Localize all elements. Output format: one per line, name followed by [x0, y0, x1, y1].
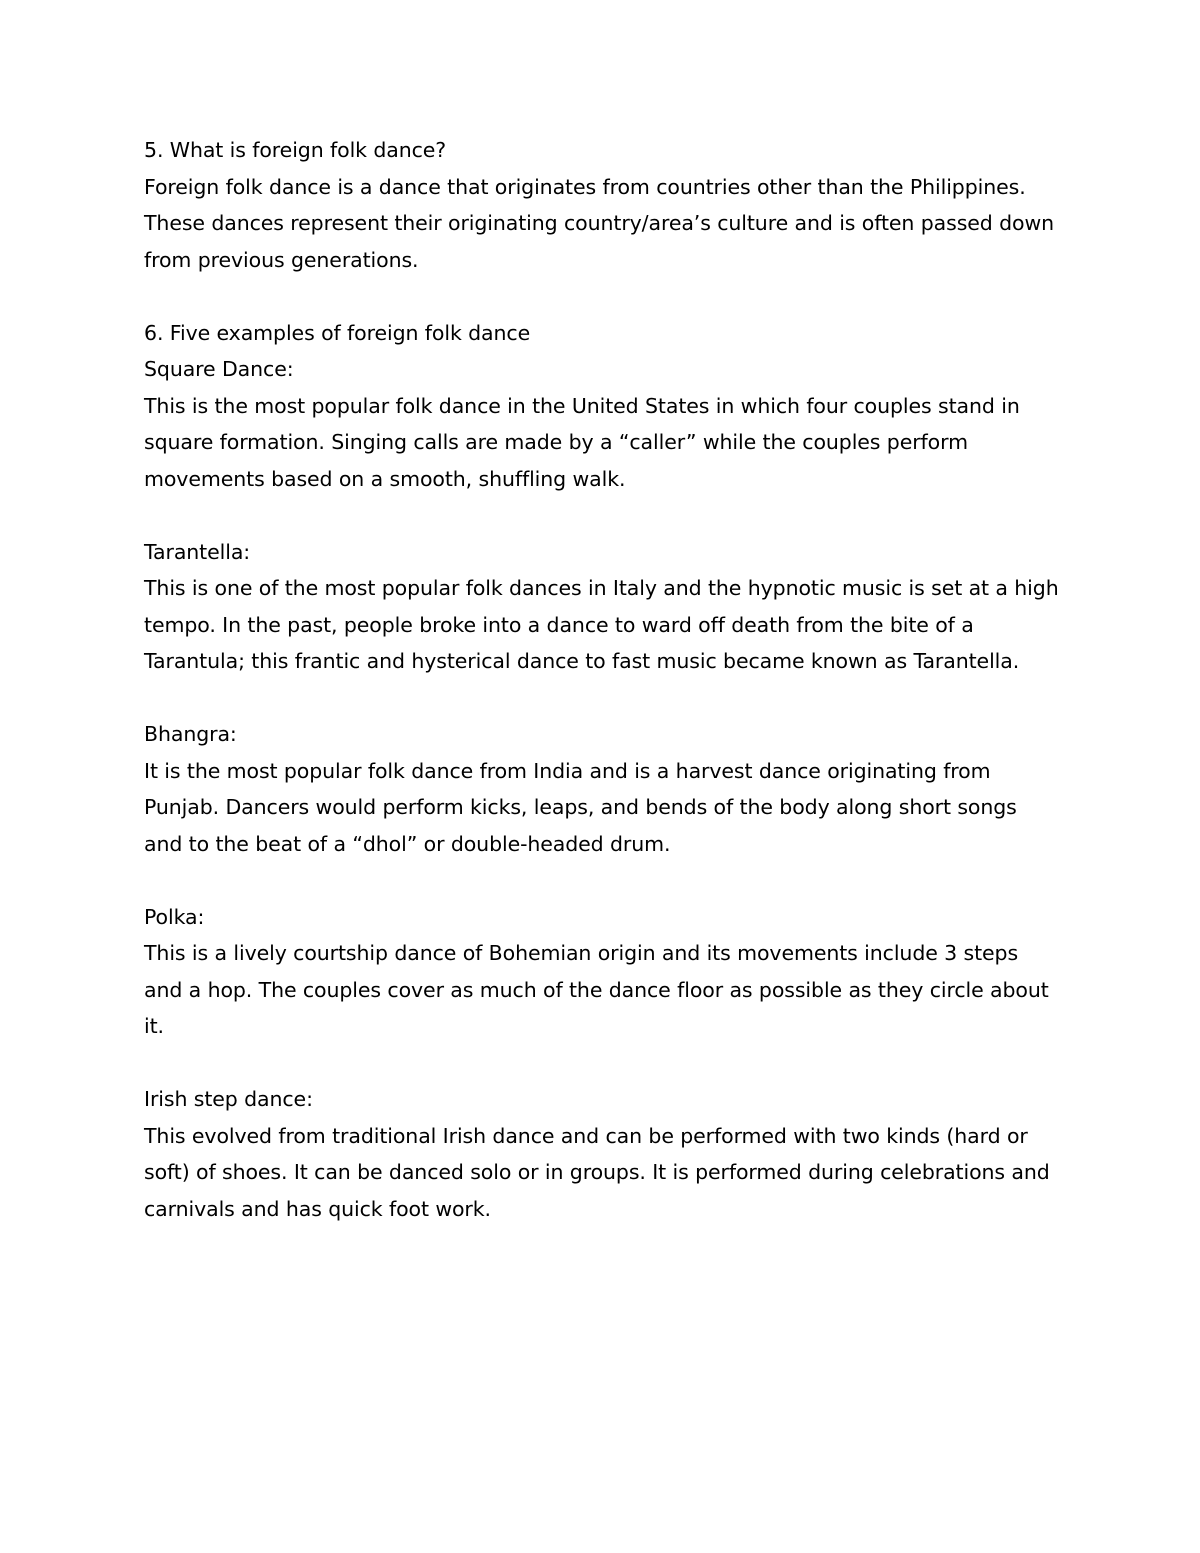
polka-title: Polka: [144, 904, 205, 929]
bhangra-title: Bhangra: [144, 722, 237, 746]
question-5-heading: 5. What is foreign folk dance? [144, 138, 447, 162]
document-body [144, 132, 1059, 1227]
paragraph-spacer [144, 1045, 1059, 1082]
paragraph-spacer [144, 862, 1059, 899]
question-5-answer: Foreign folk dance is a dance that originates from countries other than the Philippines. These dances represent their originating country/area’s culture and is often passed down from previous generations. [144, 174, 1055, 272]
square-dance-description: This is the most popular folk dance in the United States in which four couples stand in square formation. Singing calls are made by a “caller” while the couples perform movements based on a smooth, shuffling walk. [144, 393, 1020, 491]
paragraph-spacer [144, 497, 1059, 534]
tarantella-description: This is one of the most popular folk dances in Italy and the hypnotic music is set at a high tempo. In the past, people broke into a dance to ward off death from the bite of a Tarantula; this frantic and hysterical dance to fast music became known as Tarantella. [144, 576, 1059, 673]
paragraph-spacer [144, 680, 1059, 717]
paragraph-spacer [144, 278, 1059, 315]
square-dance-title: Square Dance: [144, 357, 294, 381]
irish-step-dance-description: This evolved from traditional Irish dance and can be performed with two kinds (hard or soft) of shoes. It can be danced solo or in groups. It is performed during celebrations and carnivals and has quick foot work. [144, 1123, 1050, 1221]
tarantella-title: Tarantella: [144, 539, 251, 564]
irish-step-dance-title: Irish step dance: [144, 1087, 313, 1111]
question-6-heading: 6. Five examples of foreign folk dance [144, 320, 531, 345]
polka-description: This is a lively courtship dance of Bohemian origin and its movements include 3 steps and a hop. The couples cover as much of the dance floor as possible as they circle about it. [144, 941, 1049, 1038]
bhangra-description: It is the most popular folk dance from India and is a harvest dance originating from Punjab. Dancers would perform kicks, leaps, and bends of the body along short songs and to the beat of a “dhol” or double-headed drum. [144, 758, 1017, 856]
